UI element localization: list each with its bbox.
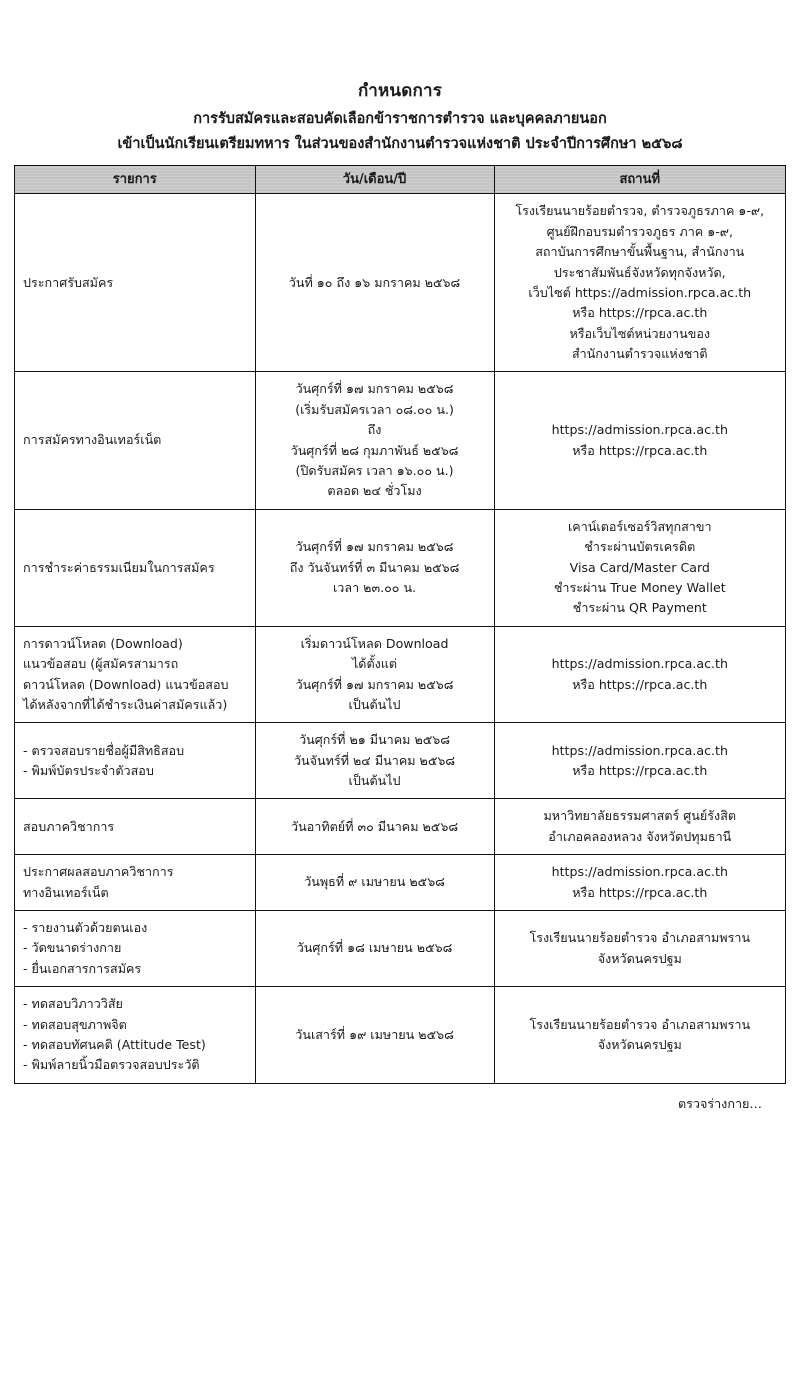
- cell-place-line: หรือ https://rpca.ac.th: [572, 762, 708, 778]
- cell-item-line: ประกาศผลสอบภาควิชาการ: [23, 864, 174, 880]
- cell-item-line: - รายงานตัวด้วยตนเอง: [23, 920, 148, 936]
- cell-date: [255, 372, 494, 509]
- cell-date: [255, 911, 494, 987]
- cell-place-lines: [503, 928, 777, 969]
- cell-place-line: Visa Card/Master Card: [569, 559, 710, 575]
- cell-place-line: หรือ https://rpca.ac.th: [572, 884, 708, 900]
- cell-item-line: ประกาศรับสมัคร: [23, 274, 114, 290]
- table-row: [15, 626, 786, 723]
- column-header-date: วัน/เดือน/ปี: [255, 166, 494, 194]
- cell-date-line: วันพุธที่ ๙ เมษายน ๒๕๖๘: [304, 874, 445, 890]
- cell-place: [494, 626, 785, 723]
- table-row: [15, 194, 786, 372]
- cell-item-line: - ยื่นเอกสารการสมัคร: [23, 960, 142, 976]
- table-header-row: [15, 166, 786, 194]
- cell-date-lines: [264, 817, 486, 837]
- table-row: [15, 372, 786, 509]
- cell-item-lines: [23, 558, 247, 578]
- cell-date-lines: [264, 537, 486, 598]
- cell-date-lines: [264, 379, 486, 501]
- cell-date-lines: [264, 1025, 486, 1045]
- cell-date-line: ได้ตั้งแต่: [351, 656, 398, 672]
- cell-item: [15, 723, 256, 799]
- cell-place-line: https://admission.rpca.ac.th: [551, 656, 728, 672]
- cell-date-line: (เริ่มรับสมัครเวลา ๐๘.๐๐ น.): [295, 401, 454, 417]
- cell-place: [494, 509, 785, 626]
- cell-date: [255, 509, 494, 626]
- cell-item: [15, 799, 256, 855]
- cell-place-lines: [503, 420, 777, 461]
- cell-item-lines: [23, 430, 247, 450]
- cell-date-line: (ปิดรับสมัคร เวลา ๑๖.๐๐ น.): [295, 463, 454, 479]
- cell-item-lines: [23, 817, 247, 837]
- cell-item-line: สอบภาควิชาการ: [23, 818, 115, 834]
- cell-item: [15, 626, 256, 723]
- page-subtitle-line-1: การรับสมัครและสอบคัดเลือกข้าราชการตำรวจ และบุคคลภายนอก: [193, 111, 607, 128]
- cell-date-line: วันศุกร์ที่ ๑๘ เมษายน ๒๕๖๘: [296, 940, 453, 956]
- cell-item-lines: [23, 273, 247, 293]
- cell-item-line: การสมัครทางอินเทอร์เน็ต: [23, 432, 162, 448]
- cell-date: [255, 855, 494, 911]
- table-row: [15, 799, 786, 855]
- cell-place-line: https://admission.rpca.ac.th: [551, 742, 728, 758]
- cell-date-lines: [264, 730, 486, 791]
- cell-date-line: วันศุกร์ที่ ๑๗ มกราคม ๒๕๖๘: [295, 539, 454, 555]
- cell-item-line: - ทดสอบสุขภาพจิต: [23, 1016, 127, 1032]
- cell-place: [494, 855, 785, 911]
- cell-place: [494, 723, 785, 799]
- cell-place-line: หรือเว็บไซต์หน่วยงานของ: [569, 325, 711, 341]
- cell-place-line: จังหวัดนครปฐม: [597, 950, 682, 966]
- cell-date-line: วันจันทร์ที่ ๒๔ มีนาคม ๒๕๖๘: [293, 752, 456, 768]
- cell-place-line: https://admission.rpca.ac.th: [551, 864, 728, 880]
- cell-date: [255, 987, 494, 1084]
- cell-place: [494, 987, 785, 1084]
- cell-date: [255, 799, 494, 855]
- cell-item-line: - พิมพ์ลายนิ้วมือตรวจสอบประวัติ: [23, 1057, 200, 1073]
- cell-place-line: โรงเรียนนายร้อยตำรวจ อำเภอสามพราน: [529, 1016, 751, 1032]
- cell-place-line: ชำระผ่าน QR Payment: [572, 600, 707, 616]
- cell-item-line: ได้หลังจากที่ได้ชำระเงินค่าสมัครแล้ว): [23, 696, 228, 712]
- cell-item-line: - ทดสอบทัศนคติ (Attitude Test): [23, 1037, 206, 1052]
- cell-place-line: หรือ https://rpca.ac.th: [572, 305, 708, 321]
- cell-item-lines: [23, 994, 247, 1076]
- cell-place-lines: [503, 654, 777, 695]
- table-body: [15, 194, 786, 1083]
- cell-place-lines: [503, 1015, 777, 1056]
- cell-item-line: ทางอินเทอร์เน็ต: [23, 884, 109, 900]
- cell-date-lines: [264, 872, 486, 892]
- cell-place-line: ชำระผ่านบัตรเครดิต: [584, 539, 696, 555]
- page-title: กำหนดการ: [357, 81, 443, 101]
- cell-item-line: - วัดขนาดร่างกาย: [23, 940, 122, 956]
- column-header-place: สถานที่: [494, 166, 785, 194]
- cell-date: [255, 194, 494, 372]
- cell-date-line: ถึง: [367, 422, 382, 438]
- cell-item-lines: [23, 634, 247, 716]
- document-header: [14, 78, 786, 155]
- cell-item-line: การชำระค่าธรรมเนียมในการสมัคร: [23, 559, 215, 575]
- cell-place-lines: [503, 517, 777, 619]
- table-header: [15, 166, 786, 194]
- cell-place-line: เว็บไซต์ https://admission.rpca.ac.th: [528, 284, 752, 300]
- cell-date-lines: [264, 634, 486, 716]
- cell-date-line: วันอาทิตย์ที่ ๓๐ มีนาคม ๒๕๖๘: [291, 818, 459, 834]
- cell-place: [494, 911, 785, 987]
- cell-item-line: ดาวน์โหลด (Download) แนวข้อสอบ: [23, 676, 229, 692]
- cell-date-line: เวลา ๒๓.๐๐ น.: [333, 579, 417, 595]
- table-row: [15, 855, 786, 911]
- cell-date-lines: [264, 273, 486, 293]
- schedule-table: [14, 165, 786, 1084]
- table-row: [15, 911, 786, 987]
- cell-place: [494, 194, 785, 372]
- cell-place-line: มหาวิทยาลัยธรรมศาสตร์ ศูนย์รังสิต: [543, 808, 737, 824]
- cell-place-line: โรงเรียนนายร้อยตำรวจ อำเภอสามพราน: [529, 930, 751, 946]
- cell-place-line: จังหวัดนครปฐม: [597, 1037, 682, 1052]
- cell-place-line: อำเภอคลองหลวง จังหวัดปทุมธานี: [548, 828, 732, 844]
- cell-item: [15, 509, 256, 626]
- cell-date-line: วันศุกร์ที่ ๑๗ มกราคม ๒๕๖๘: [295, 676, 454, 692]
- cell-place-line: ประชาสัมพันธ์จังหวัดทุกจังหวัด,: [553, 264, 726, 280]
- cell-place: [494, 372, 785, 509]
- table-row: [15, 723, 786, 799]
- cell-item-line: การดาวน์โหลด (Download): [23, 635, 183, 651]
- table-row: [15, 987, 786, 1084]
- cell-place-line: สถาบันการศึกษาขั้นพื้นฐาน, สำนักงาน: [535, 244, 745, 260]
- cell-place-line: ชำระผ่าน True Money Wallet: [553, 579, 726, 595]
- column-header-item: รายการ: [15, 166, 256, 194]
- cell-place-lines: [503, 806, 777, 847]
- cell-date-line: วันที่ ๑๐ ถึง ๑๖ มกราคม ๒๕๖๘: [288, 274, 461, 290]
- cell-item-lines: [23, 862, 247, 903]
- cell-date-line: ตลอด ๒๔ ชั่วโมง: [327, 483, 422, 499]
- table-row: [15, 509, 786, 626]
- page-subtitle-line-2: เข้าเป็นนักเรียนเตรียมทหาร ในส่วนของสำนักงานตำรวจแห่งชาติ ประจำปีการศึกษา ๒๕๖๘: [117, 135, 683, 152]
- cell-item: [15, 911, 256, 987]
- cell-place-line: หรือ https://rpca.ac.th: [572, 442, 708, 458]
- cell-date-line: เป็นต้นไป: [348, 773, 401, 789]
- cell-date-line: เริ่มดาวน์โหลด Download: [300, 635, 449, 651]
- cell-date-line: วันศุกร์ที่ ๑๗ มกราคม ๒๕๖๘: [295, 381, 454, 397]
- footnote: ตรวจร่างกาย…: [677, 1095, 762, 1111]
- cell-date-line: วันศุกร์ที่ ๒๘ กุมภาพันธ์ ๒๕๖๘: [290, 442, 459, 458]
- cell-place-line: เคาน์เตอร์เซอร์วิสทุกสาขา: [568, 518, 712, 534]
- cell-item: [15, 372, 256, 509]
- cell-place-line: หรือ https://rpca.ac.th: [572, 676, 708, 692]
- cell-item-lines: [23, 918, 247, 979]
- cell-date-line: ถึง วันจันทร์ที่ ๓ มีนาคม ๒๕๖๘: [289, 559, 460, 575]
- cell-date-line: วันศุกร์ที่ ๒๑ มีนาคม ๒๕๖๘: [299, 732, 451, 748]
- cell-date-lines: [264, 938, 486, 958]
- cell-place-line: สำนักงานตำรวจแห่งชาติ: [571, 346, 708, 362]
- cell-place-line: https://admission.rpca.ac.th: [551, 422, 728, 438]
- cell-date: [255, 626, 494, 723]
- cell-item-line: - ตรวจสอบรายชื่อผู้มีสิทธิสอบ: [23, 742, 185, 758]
- cell-place: [494, 799, 785, 855]
- cell-date: [255, 723, 494, 799]
- cell-place-lines: [503, 862, 777, 903]
- cell-item-line: แนวข้อสอบ (ผู้สมัครสามารถ: [23, 656, 179, 672]
- cell-item-line: - ทดสอบวิภาววิสัย: [23, 996, 123, 1012]
- cell-item: [15, 194, 256, 372]
- cell-item: [15, 855, 256, 911]
- cell-date-line: วันเสาร์ที่ ๑๙ เมษายน ๒๕๖๘: [295, 1026, 454, 1042]
- cell-place-line: ศูนย์ฝึกอบรมตำรวจภูธร ภาค ๑-๙,: [546, 223, 733, 239]
- cell-place-line: โรงเรียนนายร้อยตำรวจ, ตำรวจภูธรภาค ๑-๙,: [515, 203, 765, 219]
- cell-date-line: เป็นต้นไป: [348, 696, 401, 712]
- cell-place-lines: [503, 741, 777, 782]
- cell-item: [15, 987, 256, 1084]
- cell-place-lines: [503, 201, 777, 364]
- cell-item-line: - พิมพ์บัตรประจำตัวสอบ: [23, 762, 154, 778]
- cell-item-lines: [23, 741, 247, 782]
